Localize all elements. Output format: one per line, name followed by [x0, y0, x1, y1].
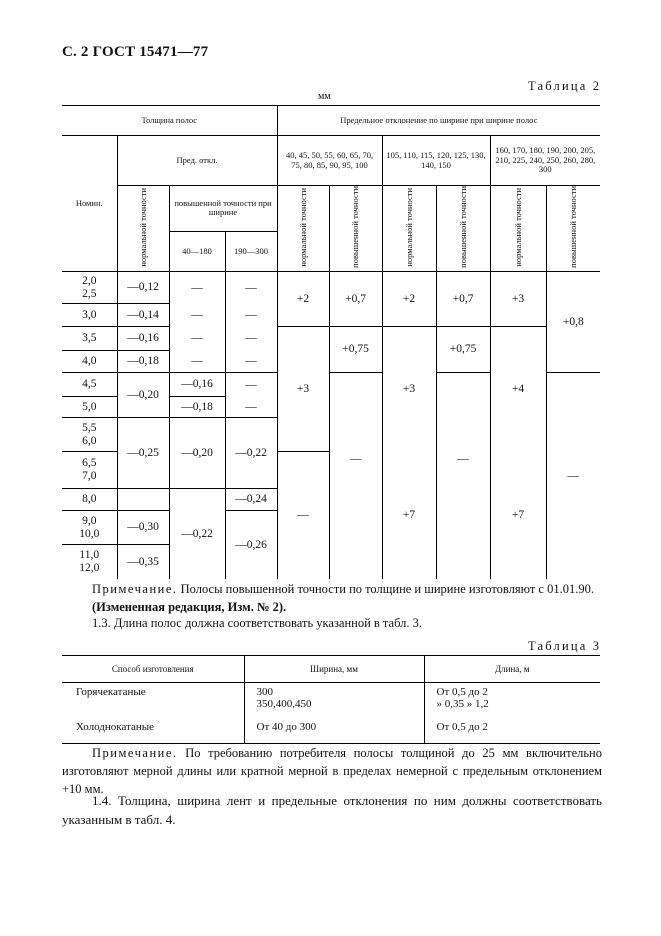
table2-caption: Таблица 2: [528, 79, 602, 93]
inc-a-r1: —: [169, 272, 225, 304]
amended-note: (Измененная редакция, Изм. № 2).: [92, 600, 287, 614]
normal-r1: —0,12: [117, 272, 169, 304]
g3-norm-top: +3: [490, 272, 546, 327]
inc-b-r3: —: [225, 327, 277, 351]
inc-a-r3: —: [169, 327, 225, 351]
inc-b-r2: —: [225, 304, 277, 327]
paragraph-1-3: 1.3. Длина полос должна соответствовать указанной в табл. 3.: [92, 616, 422, 630]
g3-norm-mid: +4: [490, 327, 546, 452]
note-2-label: Примечание.: [92, 746, 178, 760]
head-w1: 40—180: [169, 231, 225, 272]
g2-inc-top: +0,7: [436, 272, 490, 327]
normal-r4: —0,18: [117, 351, 169, 373]
g1-norm-mid: +3: [277, 327, 329, 452]
note-2-text: По требованию потребителя полосы толщиной до 25 мм включительно изготовляют мерной длины или кратной мерной в пределах немерной с предельным отклонением +10 мм.: [62, 746, 603, 797]
note-1: [92, 580, 594, 598]
normal-r3: —0,16: [117, 327, 169, 351]
note-1-text: Полосы повышенной точности по толщине и ширине изготовляют с 01.01.90.: [180, 582, 594, 596]
nom-r5: 4,5: [62, 373, 117, 397]
t3-row1-length: От 0,5 до 2 » 0,35 » 1,2: [424, 683, 600, 714]
head-g2-increased: повышенной точности: [436, 186, 490, 272]
g2-norm-top: +2: [382, 272, 436, 327]
inc-a-r5: —0,16: [169, 373, 225, 397]
normal-r9-empty: [117, 489, 169, 511]
normal-r56: —0,20: [117, 373, 169, 418]
paragraph-1-4: 1.4. Толщина, ширина лент и предельные отклонения по ним должны соответствовать указанным в табл. 4.: [62, 793, 602, 827]
t3-head-method: Способ изготовления: [62, 656, 244, 683]
t3-row2-method: Холоднокатаные: [62, 713, 244, 744]
page-header: С. 2 ГОСТ 15471—77: [62, 44, 209, 60]
head-width-group-3: 160, 170, 180, 190, 200, 205, 210, 225, 240, 250, 260, 280, 300: [490, 136, 600, 186]
nom-r10: 9,0 10,0: [62, 511, 117, 545]
head-g1-normal: нормальной точности: [277, 186, 329, 272]
head-increased-at-width: повышенной точности при ширине: [169, 186, 277, 232]
note-1-label: Примечание.: [92, 582, 178, 596]
g3-inc-top: +0,8: [546, 272, 600, 373]
g2-norm-bot: +7: [382, 452, 436, 579]
table-3: [62, 655, 600, 744]
inc-a-r4: —: [169, 351, 225, 373]
nom-r3: 3,5: [62, 327, 117, 351]
g1-inc-top: +0,7: [329, 272, 382, 327]
nom-r4: 4,0: [62, 351, 117, 373]
head-width-group-1: 40, 45, 50, 55, 60, 65, 70, 75, 80, 85, 90, 95, 100: [277, 136, 382, 186]
inc-b-r9: —0,24: [225, 489, 277, 511]
g2-inc-bot: —: [436, 373, 490, 545]
inc-b-r5: —: [225, 373, 277, 397]
nom-r11: 11,0 12,0: [62, 545, 117, 579]
head-nominal: Номин.: [62, 136, 117, 272]
nom-r1: 2,0 2,5: [62, 272, 117, 304]
head-normal-thickness: нормальной точности: [117, 186, 169, 272]
t3-row1-width: 300 350,400,450: [244, 683, 424, 714]
head-g3-increased: повышенной точности: [546, 186, 600, 272]
head-thickness: Толщина полос: [62, 106, 277, 136]
inc-a-r6: —0,18: [169, 397, 225, 418]
head-w2: 190—300: [225, 231, 277, 272]
t3-head-width: Ширина, мм: [244, 656, 424, 683]
t3-row1-method: Горячекатаные: [62, 683, 244, 714]
nom-r7: 5,5 6,0: [62, 418, 117, 452]
g1-inc-bot: —: [329, 373, 382, 545]
g3-inc-bot: —: [546, 373, 600, 579]
inc-a-r911: —0,22: [169, 489, 225, 579]
table-2: [62, 105, 600, 579]
note-2: [62, 744, 602, 798]
inc-a-r78: —0,20: [169, 418, 225, 489]
g1-inc-mid: +0,75: [329, 327, 382, 373]
nom-r9: 8,0: [62, 489, 117, 511]
t3-head-length: Длина, м: [424, 656, 600, 683]
g3-norm-bot: +7: [490, 452, 546, 579]
g2-inc-mid: +0,75: [436, 327, 490, 373]
nom-r2: 3,0: [62, 304, 117, 327]
t3-row2-length: От 0,5 до 2: [424, 713, 600, 744]
table3-caption: Таблица 3: [528, 639, 602, 653]
g2-norm-mid: +3: [382, 327, 436, 452]
head-width-group-2: 105, 110, 115, 120, 125, 130, 140, 150: [382, 136, 490, 186]
inc-b-r78: —0,22: [225, 418, 277, 489]
inc-b-r4: —: [225, 351, 277, 373]
head-g3-normal: нормальной точности: [490, 186, 546, 272]
t3-row2-width: От 40 до 300: [244, 713, 424, 744]
inc-b-r1: —: [225, 272, 277, 304]
g1-norm-bot: —: [277, 452, 329, 579]
head-g2-normal: нормальной точности: [382, 186, 436, 272]
g1-norm-top: +2: [277, 272, 329, 327]
inc-b-r6: —: [225, 397, 277, 418]
head-deviation-width: Предельное отклонение по ширине при ширине полос: [277, 106, 600, 136]
inc-a-r2: —: [169, 304, 225, 327]
nom-r6: 5,0: [62, 397, 117, 418]
table2-unit: мм: [318, 91, 331, 102]
nom-r8: 6,5 7,0: [62, 452, 117, 489]
normal-r2: —0,14: [117, 304, 169, 327]
inc-b-r1011: —0,26: [225, 511, 277, 579]
normal-r78: —0,25: [117, 418, 169, 489]
normal-r11: —0,35: [117, 545, 169, 579]
head-g1-increased: повышенной точности: [329, 186, 382, 272]
head-pred-otkl: Пред. откл.: [117, 136, 277, 186]
normal-r10: —0,30: [117, 511, 169, 545]
